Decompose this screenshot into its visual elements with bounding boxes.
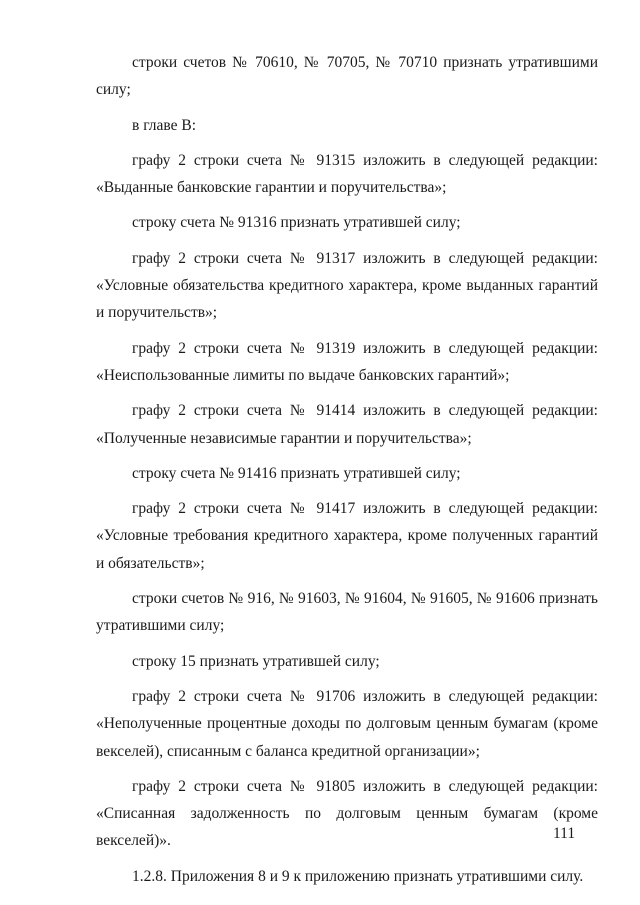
paragraph: в главе В: <box>132 116 197 134</box>
paragraph: графу 2 строки счета № 91805 изложить в следующей редакции: «Списанная задолженность по долговым ценным бумагам (кроме векселей)». <box>96 777 598 850</box>
paragraph: графу 2 строки счета № 91706 изложить в следующей редакции: «Неполученные процентные доходы по долговым ценным бумагам (кроме векселей), списанным с баланса кредитной организации»; <box>96 687 598 760</box>
paragraph: графу 2 строки счета № 91317 изложить в следующей редакции: «Условные обязательства кредитного характера, кроме выданных гарантий и поручительств»; <box>96 249 598 322</box>
paragraph: строку 15 признать утратившей силу; <box>132 652 380 670</box>
page-number: 111 <box>553 825 576 842</box>
paragraph: строку счета № 91316 признать утратившей силу; <box>132 214 461 232</box>
paragraph: строки счетов № 916, № 91603, № 91604, № 91605, № 91606 признать утратившими силу; <box>96 590 598 635</box>
paragraph: графу 2 строки счета № 91417 изложить в следующей редакции: «Условные требования кредитного характера, кроме полученных гарантий и обязательств»; <box>96 500 598 572</box>
paragraph: строку счета № 91416 признать утратившей силу; <box>132 464 461 482</box>
paragraph: графу 2 строки счета № 91414 изложить в следующей редакции: «Полученные независимые гарантии и поручительства»; <box>96 402 598 447</box>
paragraph: строки счетов № 70610, № 70705, № 70710 признать утратившими силу; <box>96 54 598 99</box>
paragraph: графу 2 строки счета № 91319 изложить в следующей редакции: «Неиспользованные лимиты по выдаче банковских гарантий»; <box>96 339 598 384</box>
paragraph: 1.2.8. Приложения 8 и 9 к приложению признать утратившими силу. <box>132 867 584 885</box>
paragraph: графу 2 строки счета № 91315 изложить в следующей редакции: «Выданные банковские гарантии и поручительства»; <box>96 151 598 197</box>
document-body <box>96 49 598 898</box>
